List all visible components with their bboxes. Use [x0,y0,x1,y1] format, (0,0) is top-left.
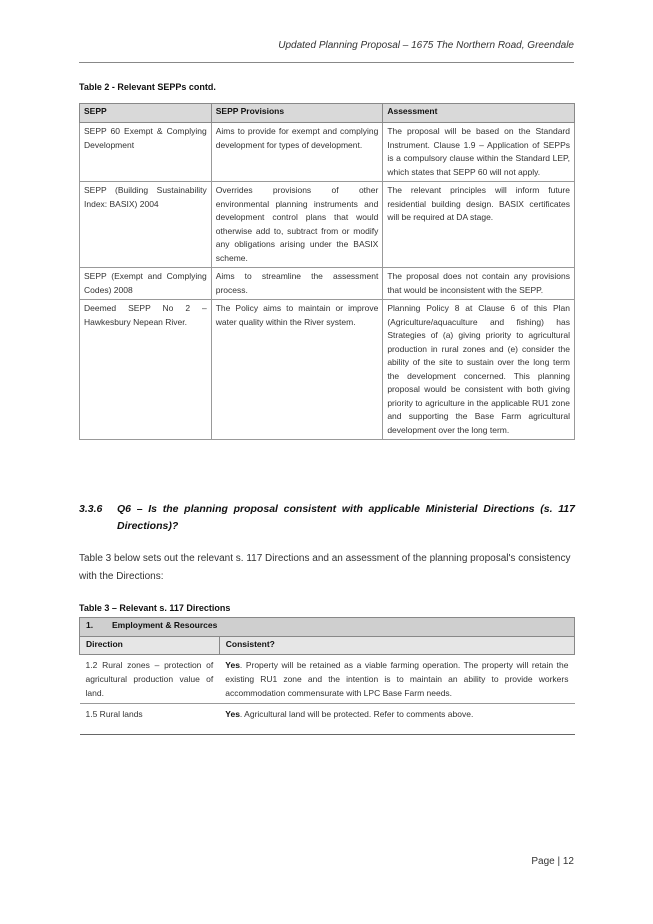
sepp-cell: SEPP (Building Sustainability Index: BASIX) 2004 [80,182,212,268]
table2-caption: Table 2 - Relevant SEPPs contd. [79,82,216,92]
assessment-cell: The proposal will be based on the Standard Instrument. Clause 1.9 – Application of SEPPs is a compulsory clause within the Standard LEP, which states that SEPP 60 will not apply. [383,123,575,182]
table-header-row [80,637,575,655]
provisions-cell: The Policy aims to maintain or improve water quality within the River system. [211,300,383,440]
direction-cell: 1.2 Rural zones – protection of agricultural production value of land. [80,655,220,704]
table-row [80,182,575,268]
table-section-title: Employment & Resources [112,620,218,630]
sepp-table [79,103,575,440]
page-header: Updated Planning Proposal – 1675 The Northern Road, Greendale [278,40,574,51]
table-header-row [80,104,575,123]
consistent-cell [219,655,574,704]
table-row [80,704,575,735]
table-section-number: 1. [86,620,94,630]
sepp-cell: Deemed SEPP No 2 – Hawkesbury Nepean River. [80,300,212,440]
consistency-comment: . Property will be retained as a viable farming operation. The property will retain the existing RU1 zone and the intention is to maintain an ability to provide workers accommodation commensurate with LPC Base Farm needs. [225,660,569,698]
provisions-cell: Aims to provide for exempt and complying development for types of development. [211,123,383,182]
section-title: Q6 – Is the planning proposal consistent with applicable Ministerial Directions (s. 117 Directions)? [117,503,575,532]
table-section-row [80,618,575,637]
direction-cell: 1.5 Rural lands [80,704,220,735]
table-row [80,268,575,300]
sepp-cell: SEPP 60 Exempt & Complying Development [80,123,212,182]
section-number: 3.3.6 [79,503,103,515]
table-row [80,300,575,440]
consistency-verdict: Yes [225,660,240,670]
assessment-cell: Planning Policy 8 at Clause 6 of this Plan (Agriculture/aquaculture and fishing) has Strategies of (a) giving priority to agricultural production in rural zones and (e) consider the ability of the site to sustain over the long term the development concerned. This planning proposal would be consistent with both giving priority to agriculture in the applicable RU1 zone and supporting the Base Farm agricultural development over the long term. [383,300,575,440]
consistent-cell [219,704,574,735]
body-paragraph: Table 3 below sets out the relevant s. 117 Directions and an assessment of the planning proposal's consistency with the Directions: [79,553,571,582]
table3-caption: Table 3 – Relevant s. 117 Directions [79,603,231,613]
consistency-verdict: Yes [225,709,240,719]
table-row [80,123,575,182]
column-header: SEPP Provisions [211,104,383,123]
page-number: Page | 12 [531,856,574,867]
sepp-cell: SEPP (Exempt and Complying Codes) 2008 [80,268,212,300]
consistency-comment: . Agricultural land will be protected. Refer to comments above. [239,709,474,719]
assessment-cell: The proposal does not contain any provisions that would be inconsistent with the SEPP. [383,268,575,300]
column-header: Direction [80,637,220,655]
header-divider [79,62,574,63]
column-header: SEPP [80,104,212,123]
directions-table [79,617,575,735]
provisions-cell: Aims to streamline the assessment process. [211,268,383,300]
column-header: Assessment [383,104,575,123]
assessment-cell: The relevant principles will inform future residential building design. BASIX certificates will be required at DA stage. [383,182,575,268]
column-header: Consistent? [219,637,574,655]
table-section-header [80,618,575,637]
table-row [80,655,575,704]
provisions-cell: Overrides provisions of other environmental planning instruments and development control plans that would otherwise add to, subtract from or modify any obligations arising under the BASIX scheme. [211,182,383,268]
